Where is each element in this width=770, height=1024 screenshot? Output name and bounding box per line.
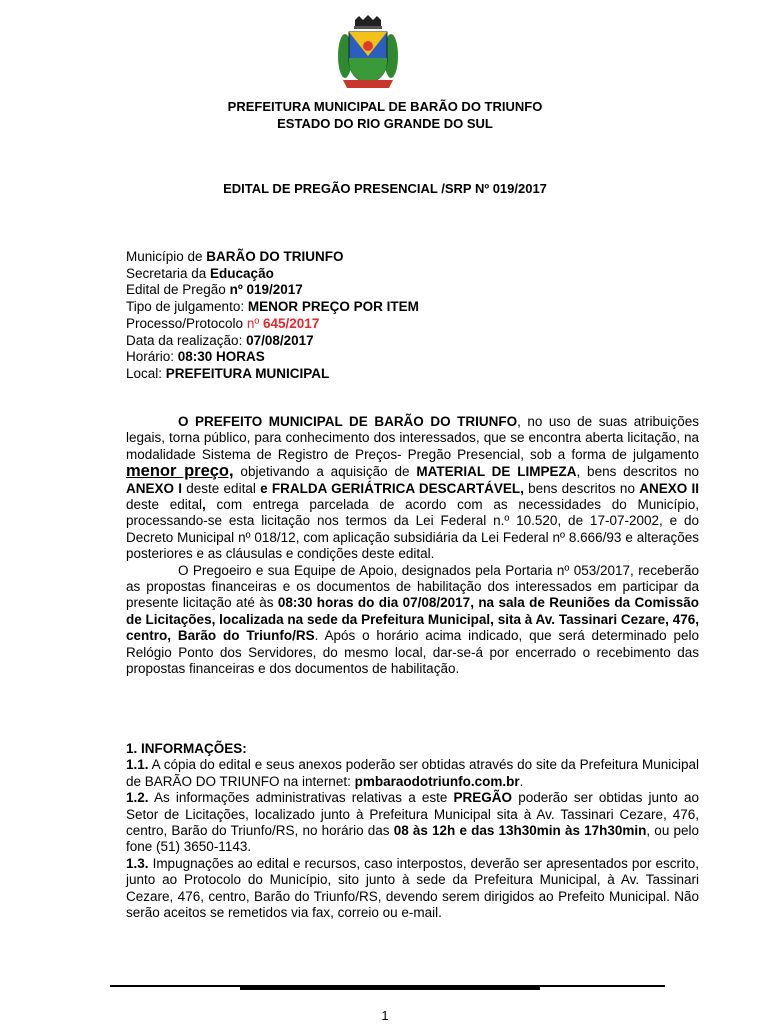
edital-title: EDITAL DE PREGÃO PRESENCIAL /SRP Nº 019/2017 <box>223 181 547 196</box>
page-number: 1 <box>381 1008 389 1023</box>
info-secretaria: Secretaria da Educação <box>126 265 274 281</box>
header-line-prefeitura: PREFEITURA MUNICIPAL DE BARÃO DO TRIUNFO <box>227 99 543 114</box>
item-1-2: 1.2. As informações administrativas relativas a este PREGÃO poderão ser obtidas junto ao Setor de Licitações, localizado junto à Prefeitura Municipal sita à Av. Tassinari Cezare, 476, centro, Barão do Triunfo/RS, no horário das 08 às 12h e das 13h30min às 17h30min, ou pelo fone (51) 3650-1143. <box>126 790 700 855</box>
info-processo: Processo/Protocolo nº 645/2017 <box>126 315 320 331</box>
item-1-3: 1.3. Impugnações ao edital e recursos, caso interpostos, deverão ser apresentados por escrito, junto ao Protocolo do Município, sito junto à sede da Prefeitura Municipal, à Av. Tassinari Cezare, 476, centro, Barão do Triunfo/RS, devendo serem dirigidos ao Prefeito Municipal. Não serão aceitos se remetidos via fax, correio ou e-mail. <box>126 855 699 921</box>
municipal-coat-of-arms-icon <box>337 14 399 92</box>
item-1-1: 1.1. A cópia do edital e seus anexos poderão ser obtidas através do site da Prefeitura Municipal de BARÃO DO TRIUNFO na internet: pmbaraodotriunfo.com.br. <box>126 757 699 789</box>
footer-divider-thick <box>240 986 540 990</box>
info-edital: Edital de Pregão nº 019/2017 <box>126 282 303 298</box>
paragraph-pregoeiro: O Pregoeiro e sua Equipe de Apoio, designados pela Portaria nº 053/2017, receberão as propostas financeiras e os documentos de habilitação dos interessados em participar da presente licitação até às 08:30 horas do dia 07/08/2017, na sala de Reuniões da Comissão de Licitações, localizada na sede da Prefeitura Municipal, sita à Av. Tassinari Cezare, 476, centro, Barão do Triunfo/RS. Após o horário acima indicado, que será determinado pelo Relógio Ponto dos Servidores, do mesmo local, dar-se-á por encerrado o recebimento das propostas financeiras e dos documentos de habilitação. <box>126 562 700 677</box>
paragraph-preamble: O PREFEITO MUNICIPAL DE BARÃO DO TRIUNFO, no uso de suas atribuições legais, torna público, para conhecimento dos interessados, que se encontra aberta licitação, na modalidade Sistema de Registro de Preços- Pregão Presencial, sob a forma de julgamento menor preço, objetivando a aquisição de MATERIAL DE LIMPEZA, bens descritos no ANEXO I deste edital e FRALDA GERIÁTRICA DESCARTÁVEL, bens descritos no ANEXO II deste edital, com entrega parcelada de acordo com as necessidades do Município, processando-se esta licitação nos termos da Lei Federal n.º 10.520, de 17-07-2002, e do Decreto Municipal nº 018/12, com aplicação subsidiária da Lei Federal nº 8.666/93 e alterações posteriores e as cláusulas e condições deste edital. <box>126 414 700 562</box>
header-line-estado: ESTADO DO RIO GRANDE DO SUL <box>277 116 493 131</box>
edital-body <box>126 414 699 678</box>
website-link: pmbaraodotriunfo.com.br <box>354 773 520 789</box>
section-title: 1. INFORMAÇÕES: <box>126 741 247 756</box>
section-informacoes <box>126 741 699 921</box>
info-municipio: Município de BARÃO DO TRIUNFO <box>126 249 344 264</box>
info-data: Data da realização: 07/08/2017 <box>126 332 314 348</box>
info-tipo-julgamento: Tipo de julgamento: MENOR PREÇO POR ITEM <box>126 299 419 315</box>
info-horario: Horário: 08:30 HORAS <box>126 349 265 365</box>
edital-info-block <box>126 249 419 383</box>
info-local: Local: PREFEITURA MUNICIPAL <box>126 365 330 381</box>
